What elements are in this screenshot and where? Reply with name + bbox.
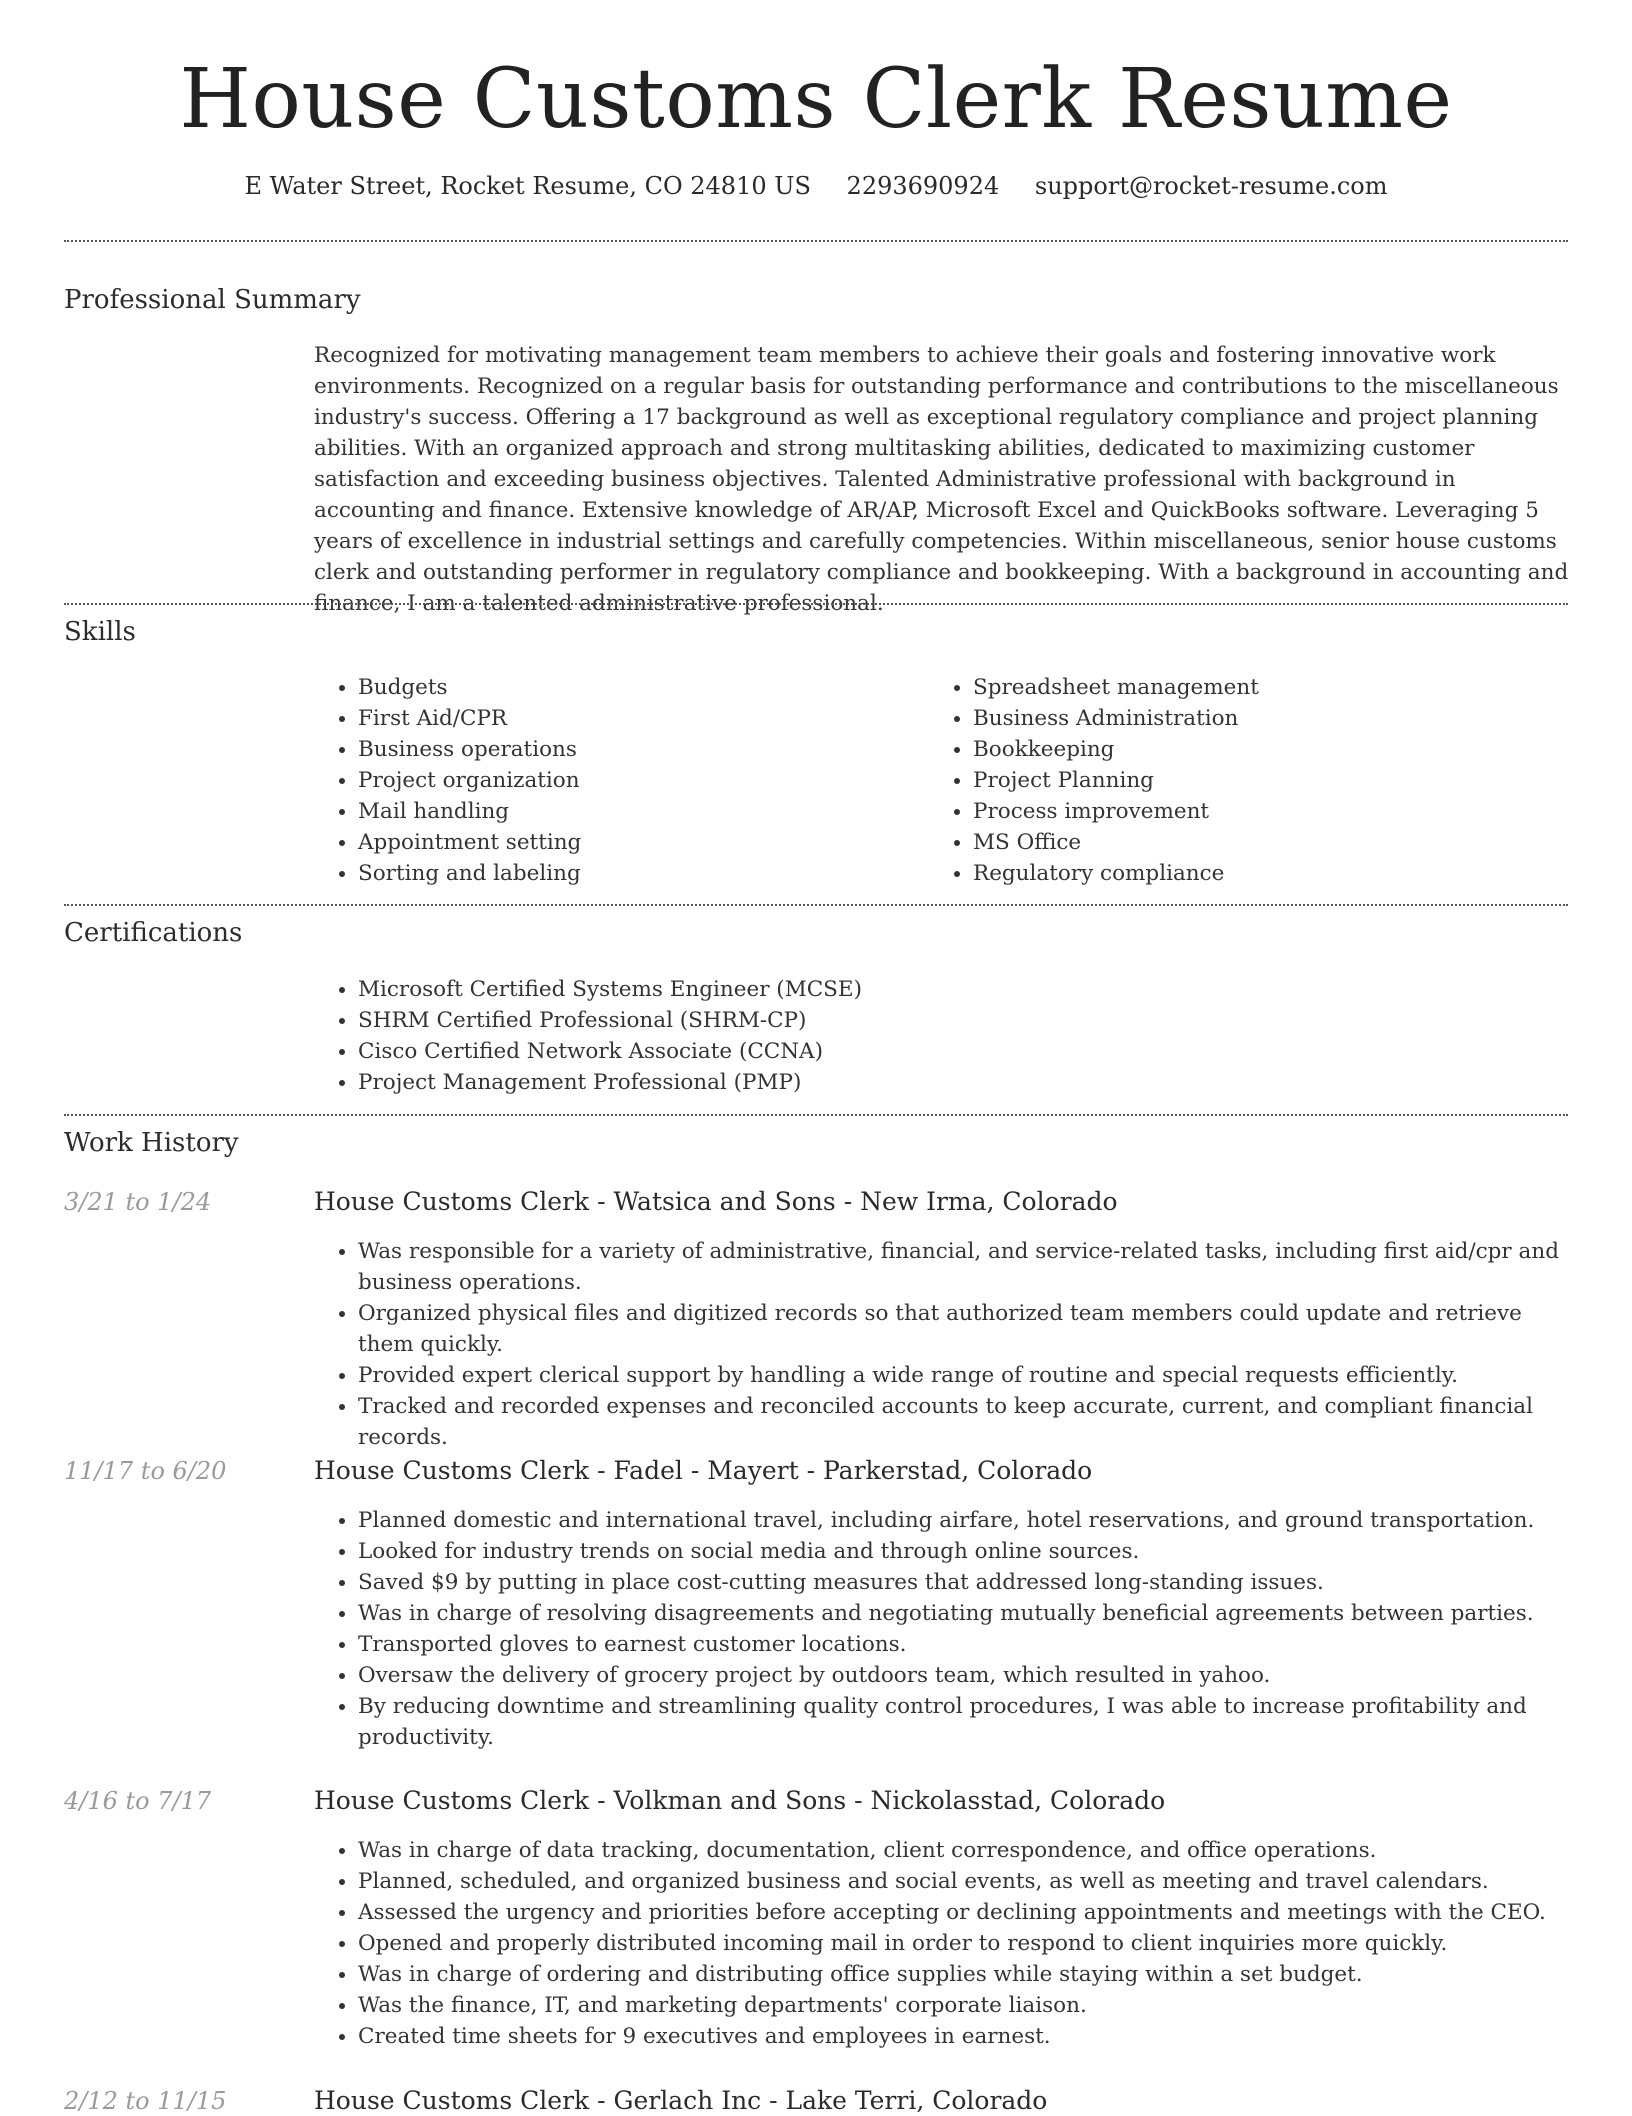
job-duty-item: • Organized physical files and digitized records so that authorized team members could update and retrieve them quickly.	[358, 1298, 1570, 1360]
skills-list-left	[314, 672, 914, 889]
job-duty-item: • Transported gloves to earnest customer locations.	[358, 1629, 1570, 1660]
certification-item: • Cisco Certified Network Associate (CCNA)	[358, 1036, 1314, 1067]
job-duty-item: • Planned, scheduled, and organized business and social events, as well as meeting and travel calendars.	[358, 1866, 1570, 1897]
job-duty-item: • Opened and properly distributed incoming mail in order to respond to client inquiries more quickly.	[358, 1928, 1570, 1959]
certifications-list	[314, 974, 1314, 1098]
certification-item: • Microsoft Certified Systems Engineer (MCSE)	[358, 974, 1314, 1005]
job-duty-item: • Planned domestic and international travel, including airfare, hotel reservations, and ground transportation.	[358, 1505, 1570, 1536]
job-duty-item: • Was the finance, IT, and marketing departments' corporate liaison.	[358, 1990, 1570, 2021]
job-duty-item: • Looked for industry trends on social media and through online sources.	[358, 1536, 1570, 1567]
contact-email: support@rocket-resume.com	[1034, 172, 1388, 200]
job-duties-list	[314, 1236, 1570, 1453]
skill-item: • Project organization	[358, 765, 914, 796]
job-duty-item: • Was responsible for a variety of administrative, financial, and service-related tasks, including first aid/cpr and business operations.	[358, 1236, 1570, 1298]
job-duty-item: • Oversaw the delivery of grocery project by outdoors team, which resulted in yahoo.	[358, 1660, 1570, 1691]
skills-list-right	[929, 672, 1569, 889]
contact-line	[0, 171, 1632, 201]
job-duties-list	[314, 1835, 1570, 2052]
job-title: House Customs Clerk - Watsica and Sons - New Irma, Colorado	[314, 1187, 1118, 1216]
skill-item: • Regulatory compliance	[973, 858, 1569, 889]
section-title-skills: Skills	[64, 617, 136, 647]
job-dates: 2/12 to 11/15	[64, 2087, 227, 2115]
divider	[64, 603, 1568, 605]
job-duties-list	[314, 1505, 1570, 1753]
skill-item: • MS Office	[973, 827, 1569, 858]
contact-phone: 2293690924	[846, 172, 1000, 200]
job-duty-item: • Provided expert clerical support by handling a wide range of routine and special requests efficiently.	[358, 1360, 1570, 1391]
job-dates: 4/16 to 7/17	[64, 1787, 212, 1815]
job-dates: 3/21 to 1/24	[64, 1188, 212, 1216]
skill-item: • First Aid/CPR	[358, 703, 914, 734]
job-duty-item: • Created time sheets for 9 executives and employees in earnest.	[358, 2021, 1570, 2052]
job-duty-item: • Was in charge of data tracking, documentation, client correspondence, and office operations.	[358, 1835, 1570, 1866]
job-title: House Customs Clerk - Fadel - Mayert - Parkerstad, Colorado	[314, 1456, 1093, 1485]
job-duty-item: • Was in charge of resolving disagreements and negotiating mutually beneficial agreements between parties.	[358, 1598, 1570, 1629]
job-dates: 11/17 to 6/20	[64, 1457, 227, 1485]
skill-item: • Process improvement	[973, 796, 1569, 827]
certifications-block	[314, 974, 1314, 1098]
section-title-summary: Professional Summary	[64, 285, 361, 315]
skill-item: • Business operations	[358, 734, 914, 765]
summary-text: Recognized for motivating management team members to achieve their goals and fostering innovative work environments. Recognized on a regular basis for outstanding performance and contributions to the miscellaneous industry's success. Offering a 17 background as well as exceptional regulatory compliance and project planning abilities. With an organized approach and strong multitasking abilities, dedicated to maximizing customer satisfaction and exceeding business objectives. Talented Administrative professional with background in accounting and finance. Extensive knowledge of AR/AP, Microsoft Excel and QuickBooks software. Leveraging 5 years of excellence in industrial settings and carefully competencies. Within miscellaneous, senior house customs clerk and outstanding performer in regulatory compliance and bookkeeping. With a background in accounting and finance, I am a talented administrative professional.	[314, 343, 1569, 616]
skills-column-left	[314, 672, 914, 889]
job-title: House Customs Clerk - Gerlach Inc - Lake Terri, Colorado	[314, 2086, 1048, 2115]
skill-item: • Business Administration	[973, 703, 1569, 734]
skill-item: • Mail handling	[358, 796, 914, 827]
skill-item: • Bookkeeping	[973, 734, 1569, 765]
divider	[64, 904, 1568, 906]
job-duty-item: • Saved $9 by putting in place cost-cutting measures that addressed long-standing issues.	[358, 1567, 1570, 1598]
section-title-certifications: Certifications	[64, 918, 243, 948]
job-duty-item: • By reducing downtime and streamlining quality control procedures, I was able to increase profitability and productivity.	[358, 1691, 1570, 1753]
divider	[64, 1114, 1568, 1116]
job-duties	[314, 1835, 1570, 2052]
contact-address: E Water Street, Rocket Resume, CO 24810 US	[244, 172, 811, 200]
job-duties	[314, 1505, 1570, 1753]
skill-item: • Spreadsheet management	[973, 672, 1569, 703]
skill-item: • Project Planning	[973, 765, 1569, 796]
section-title-work-history: Work History	[64, 1128, 239, 1158]
certification-item: • SHRM Certified Professional (SHRM-CP)	[358, 1005, 1314, 1036]
skill-item: • Sorting and labeling	[358, 858, 914, 889]
skill-item: • Budgets	[358, 672, 914, 703]
resume-title: House Customs Clerk Resume	[179, 52, 1453, 147]
job-title: House Customs Clerk - Volkman and Sons - Nickolasstad, Colorado	[314, 1786, 1166, 1815]
certification-item: • Project Management Professional (PMP)	[358, 1067, 1314, 1098]
job-duties	[314, 1236, 1570, 1453]
job-duty-item: • Was in charge of ordering and distributing office supplies while staying within a set budget.	[358, 1959, 1570, 1990]
divider	[64, 240, 1568, 242]
job-duty-item: • Assessed the urgency and priorities before accepting or declining appointments and meetings with the CEO.	[358, 1897, 1570, 1928]
skill-item: • Appointment setting	[358, 827, 914, 858]
job-duty-item: • Tracked and recorded expenses and reconciled accounts to keep accurate, current, and compliant financial records.	[358, 1391, 1570, 1453]
skills-column-right	[929, 672, 1569, 889]
